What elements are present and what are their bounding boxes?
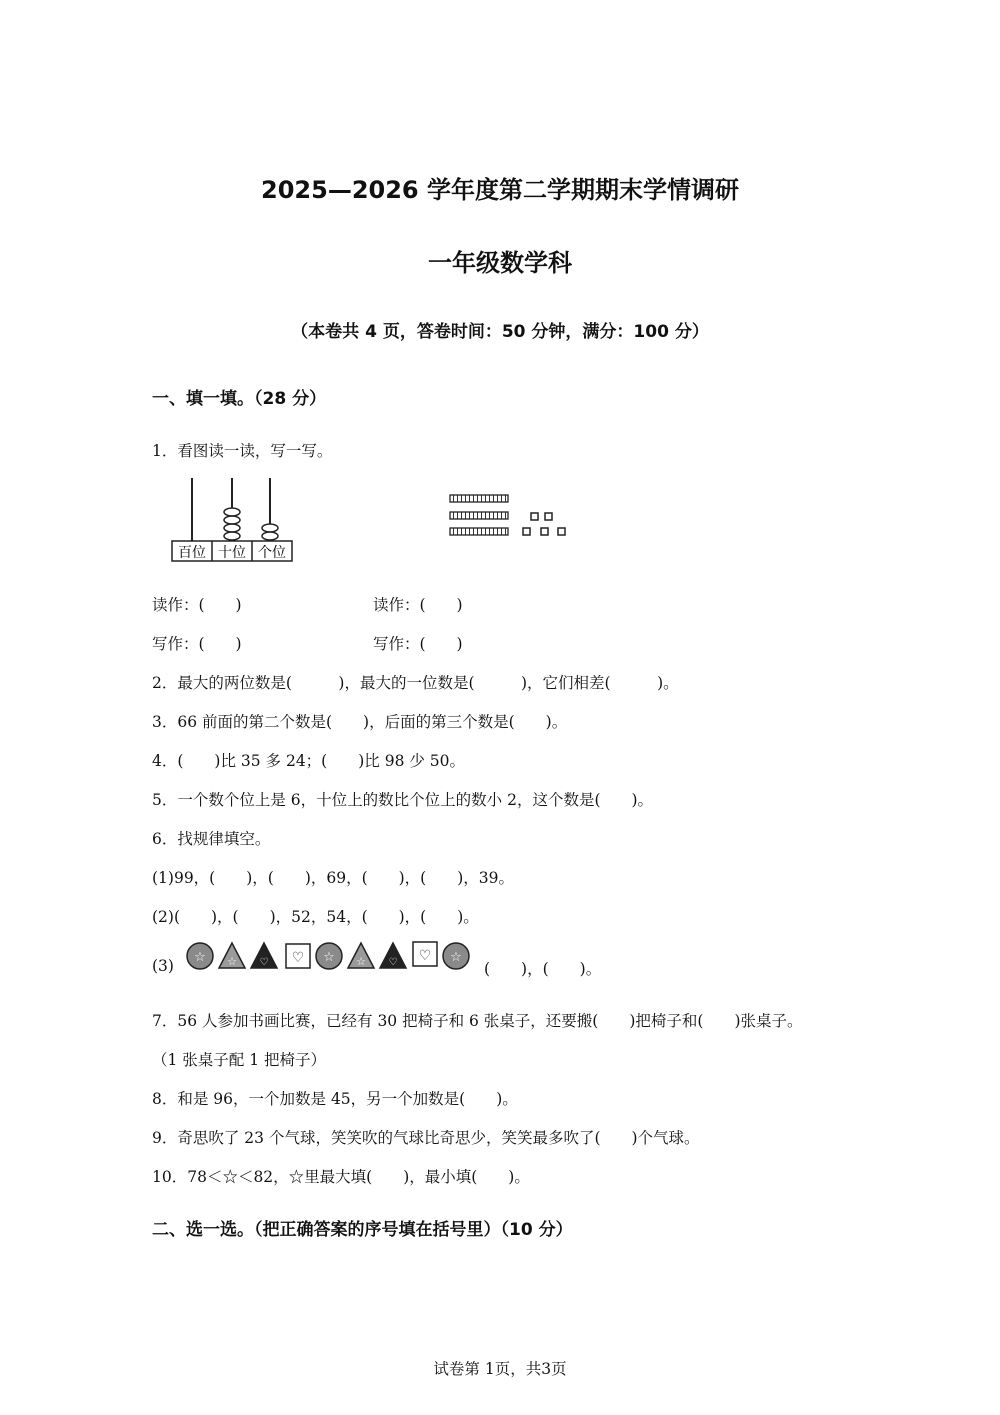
abacus-figure xyxy=(170,476,298,564)
q1-read-1: 读作：( ) xyxy=(152,596,242,614)
question-4: 4．( )比 35 多 24；( )比 98 少 50。 xyxy=(152,752,466,770)
circle-star-icon xyxy=(316,943,342,969)
question-3: 3．66 前面的第二个数是( )，后面的第三个数是( )。 xyxy=(152,713,568,731)
svg-text:☆: ☆ xyxy=(450,950,462,965)
question-10: 10．78＜☆＜82，☆里最大填( )，最小填( )。 xyxy=(152,1168,530,1186)
question-6-part-2: (2)( )，( )，52，54，( )，( )。 xyxy=(152,908,479,926)
sticks-cubes-figure xyxy=(446,490,576,542)
svg-text:♡: ♡ xyxy=(259,957,269,968)
question-6-part-3-label: (3) xyxy=(152,957,174,975)
circle-star-icon xyxy=(443,943,469,969)
triangle-star-icon xyxy=(348,943,374,968)
question-2: 2．最大的两位数是( )，最大的一位数是( )，它们相差( )。 xyxy=(152,674,679,692)
question-5: 5．一个数个位上是 6，十位上的数比个位上的数小 2，这个数是( )。 xyxy=(152,791,654,809)
question-7: 7．56 人参加书画比赛，已经有 30 把椅子和 6 张桌子，还要搬( )把椅子和( )张桌子。 xyxy=(152,1012,803,1030)
question-6-part-3-blanks: ( )，( )。 xyxy=(484,960,602,978)
question-6-part-1: (1)99，( )，( )，69，( )，( )，39。 xyxy=(152,869,515,887)
svg-text:♡: ♡ xyxy=(388,957,398,968)
abacus-label-hundreds: 百位 xyxy=(178,545,206,561)
section-2-heading: 二、选一选。（把正确答案的序号填在括号里）（10 分） xyxy=(152,1220,573,1240)
question-6: 6．找规律填空。 xyxy=(152,830,271,848)
exam-title: 2025—2026 学年度第二学期期末学情调研 xyxy=(261,176,739,204)
question-8: 8．和是 96，一个加数是 45，另一个加数是( )。 xyxy=(152,1090,518,1108)
q1-write-2: 写作：( ) xyxy=(373,635,463,653)
svg-text:♡: ♡ xyxy=(291,950,305,966)
question-1: 1．看图读一读，写一写。 xyxy=(152,442,333,460)
svg-text:☆: ☆ xyxy=(194,950,206,965)
q1-read-2: 读作：( ) xyxy=(373,596,463,614)
page-footer: 试卷第 1页，共3页 xyxy=(433,1360,567,1378)
triangle-heart-icon xyxy=(380,943,406,968)
exam-subject: 一年级数学科 xyxy=(428,249,572,277)
exam-info: （本卷共 4 页，答卷时间：50 分钟，满分：100 分） xyxy=(291,322,709,342)
square-heart-icon xyxy=(413,942,437,966)
svg-text:☆: ☆ xyxy=(227,955,237,968)
abacus-label-ones: 个位 xyxy=(258,545,286,561)
q1-write-1: 写作：( ) xyxy=(152,635,242,653)
triangle-star-icon xyxy=(219,943,245,968)
shape-pattern xyxy=(184,940,474,972)
abacus-label-tens: 十位 xyxy=(218,545,246,561)
section-1-heading: 一、填一填。（28 分） xyxy=(152,389,327,409)
square-heart-icon xyxy=(286,944,310,968)
svg-text:☆: ☆ xyxy=(323,950,335,965)
svg-text:☆: ☆ xyxy=(356,955,366,968)
question-7-note: （1 张桌子配 1 把椅子） xyxy=(152,1051,327,1069)
triangle-heart-icon xyxy=(251,943,277,968)
circle-star-icon xyxy=(187,943,213,969)
svg-text:♡: ♡ xyxy=(418,948,432,964)
question-9: 9．奇思吹了 23 个气球，笑笑吹的气球比奇思少，笑笑最多吹了( )个气球。 xyxy=(152,1129,700,1147)
